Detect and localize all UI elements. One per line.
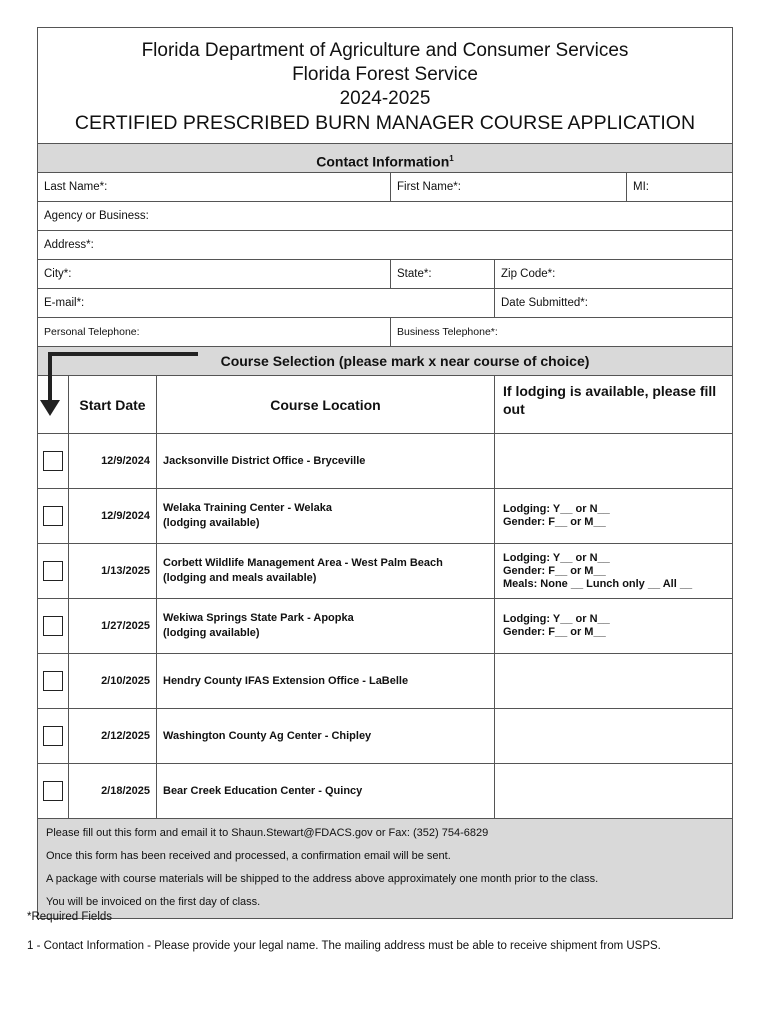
lodging-cell[interactable]	[494, 654, 732, 708]
contact-row-address	[38, 231, 732, 260]
arrow-icon-shaft	[48, 352, 198, 356]
course-row	[38, 434, 732, 489]
lodging-option: Lodging: Y__ or N__	[503, 551, 610, 564]
state-field[interactable]: State*:	[390, 260, 494, 288]
contact-row-phone	[38, 318, 732, 347]
course-start-date: 2/10/2025	[68, 654, 156, 708]
course-checkbox[interactable]	[43, 451, 63, 471]
contact-row-agency	[38, 202, 732, 231]
course-start-date: 1/27/2025	[68, 599, 156, 653]
course-checkbox[interactable]	[43, 561, 63, 581]
form-header	[38, 28, 732, 144]
course-row	[38, 764, 732, 819]
form-year: 2024-2025	[339, 88, 431, 109]
lodging-cell[interactable]	[494, 764, 732, 818]
arrow-down-icon	[40, 400, 60, 416]
course-checkbox[interactable]	[43, 616, 63, 636]
course-location-name: Washington County Ag Center - Chipley	[163, 729, 372, 742]
lodging-cell[interactable]	[494, 599, 732, 653]
course-location-note: (lodging and meals available)	[163, 572, 317, 584]
gender-option: Gender: F__ or M__	[503, 564, 606, 577]
course-start-date: 12/9/2024	[68, 434, 156, 488]
course-start-date: 2/18/2025	[68, 764, 156, 818]
lodging-header: If lodging is available, please fill out	[494, 376, 732, 433]
course-location	[156, 544, 494, 598]
contact-footnote: 1 - Contact Information - Please provide your legal name. The mailing address must be able to receive shipment from USPS.	[27, 940, 661, 952]
course-table-header	[38, 376, 732, 434]
course-location	[156, 489, 494, 543]
course-checkbox[interactable]	[43, 781, 63, 801]
date-submitted-field[interactable]: Date Submitted*:	[494, 289, 732, 317]
personal-phone-field[interactable]: Personal Telephone:	[44, 326, 140, 338]
gender-option: Gender: F__ or M__	[503, 626, 606, 638]
course-start-date: 2/12/2025	[68, 709, 156, 763]
contact-section-title: Contact Information	[316, 153, 450, 170]
first-name-field[interactable]: First Name*:	[390, 173, 626, 201]
mi-field[interactable]: MI:	[626, 173, 732, 201]
course-location-name: Welaka Training Center - Welaka	[163, 502, 332, 514]
course-row	[38, 489, 732, 544]
course-start-date: 12/9/2024	[68, 489, 156, 543]
instruction-submit: Please fill out this form and email it to Shaun.Stewart@FDACS.gov or Fax: (352) 754-6829	[46, 827, 489, 839]
agency-field[interactable]: Agency or Business:	[44, 210, 149, 222]
contact-row-email	[38, 289, 732, 318]
course-location-header: Course Location	[156, 376, 494, 433]
course-start-date: 1/13/2025	[68, 544, 156, 598]
address-field[interactable]: Address*:	[44, 239, 94, 251]
course-location-name: Bear Creek Education Center - Quincy	[163, 784, 363, 797]
required-fields-note: *Required Fields	[27, 911, 113, 923]
lodging-cell[interactable]	[494, 709, 732, 763]
course-location	[156, 654, 494, 708]
course-location-note: (lodging available)	[163, 627, 260, 639]
course-section-title: Course Selection (please mark x near course of choice)	[220, 353, 590, 369]
instruction-confirmation: Once this form has been received and processed, a confirmation email will be sent.	[46, 850, 451, 862]
city-field[interactable]: City*:	[44, 268, 72, 280]
lodging-cell[interactable]	[494, 489, 732, 543]
course-location	[156, 599, 494, 653]
course-location	[156, 764, 494, 818]
contact-row-city	[38, 260, 732, 289]
course-row	[38, 654, 732, 709]
course-row	[38, 544, 732, 599]
instruction-invoice: You will be invoiced on the first day of class.	[46, 896, 261, 908]
last-name-field[interactable]: Last Name*:	[44, 181, 108, 193]
course-location-name: Jacksonville District Office - Bryceville	[163, 454, 366, 467]
zip-field[interactable]: Zip Code*:	[494, 260, 732, 288]
course-location	[156, 434, 494, 488]
course-location	[156, 709, 494, 763]
course-row	[38, 709, 732, 764]
start-date-header: Start Date	[68, 376, 156, 433]
lodging-option: Lodging: Y__ or N__	[503, 613, 610, 625]
course-row	[38, 599, 732, 654]
lodging-cell[interactable]	[494, 434, 732, 488]
contact-row-name	[38, 173, 732, 202]
course-location-name: Wekiwa Springs State Park - Apopka	[163, 612, 354, 624]
application-form	[37, 27, 733, 919]
lodging-option: Lodging: Y__ or N__	[503, 503, 610, 515]
instruction-package: A package with course materials will be shipped to the address above approximately one month prior to the class.	[46, 873, 599, 885]
arrow-icon-stem	[48, 352, 52, 404]
business-phone-field[interactable]: Business Telephone*:	[390, 318, 732, 346]
course-location-name: Corbett Wildlife Management Area - West Palm Beach	[163, 557, 443, 569]
course-location-name: Hendry County IFAS Extension Office - LaBelle	[163, 674, 409, 687]
course-checkbox[interactable]	[43, 506, 63, 526]
course-location-note: (lodging available)	[163, 517, 260, 529]
agency-name: Florida Department of Agriculture and Consumer Services	[141, 40, 629, 61]
form-title: CERTIFIED PRESCRIBED BURN MANAGER COURSE APPLICATION	[74, 112, 696, 134]
form-instructions	[38, 819, 732, 918]
email-field[interactable]: E-mail*:	[44, 297, 85, 309]
gender-option: Gender: F__ or M__	[503, 516, 606, 528]
service-name: Florida Forest Service	[292, 64, 478, 85]
course-checkbox[interactable]	[43, 726, 63, 746]
contact-footnote-mark: 1	[449, 154, 454, 163]
meals-option: Meals: None __ Lunch only __ All __	[503, 577, 693, 590]
course-checkbox[interactable]	[43, 671, 63, 691]
lodging-cell[interactable]	[494, 544, 732, 598]
contact-section-header	[38, 144, 732, 173]
